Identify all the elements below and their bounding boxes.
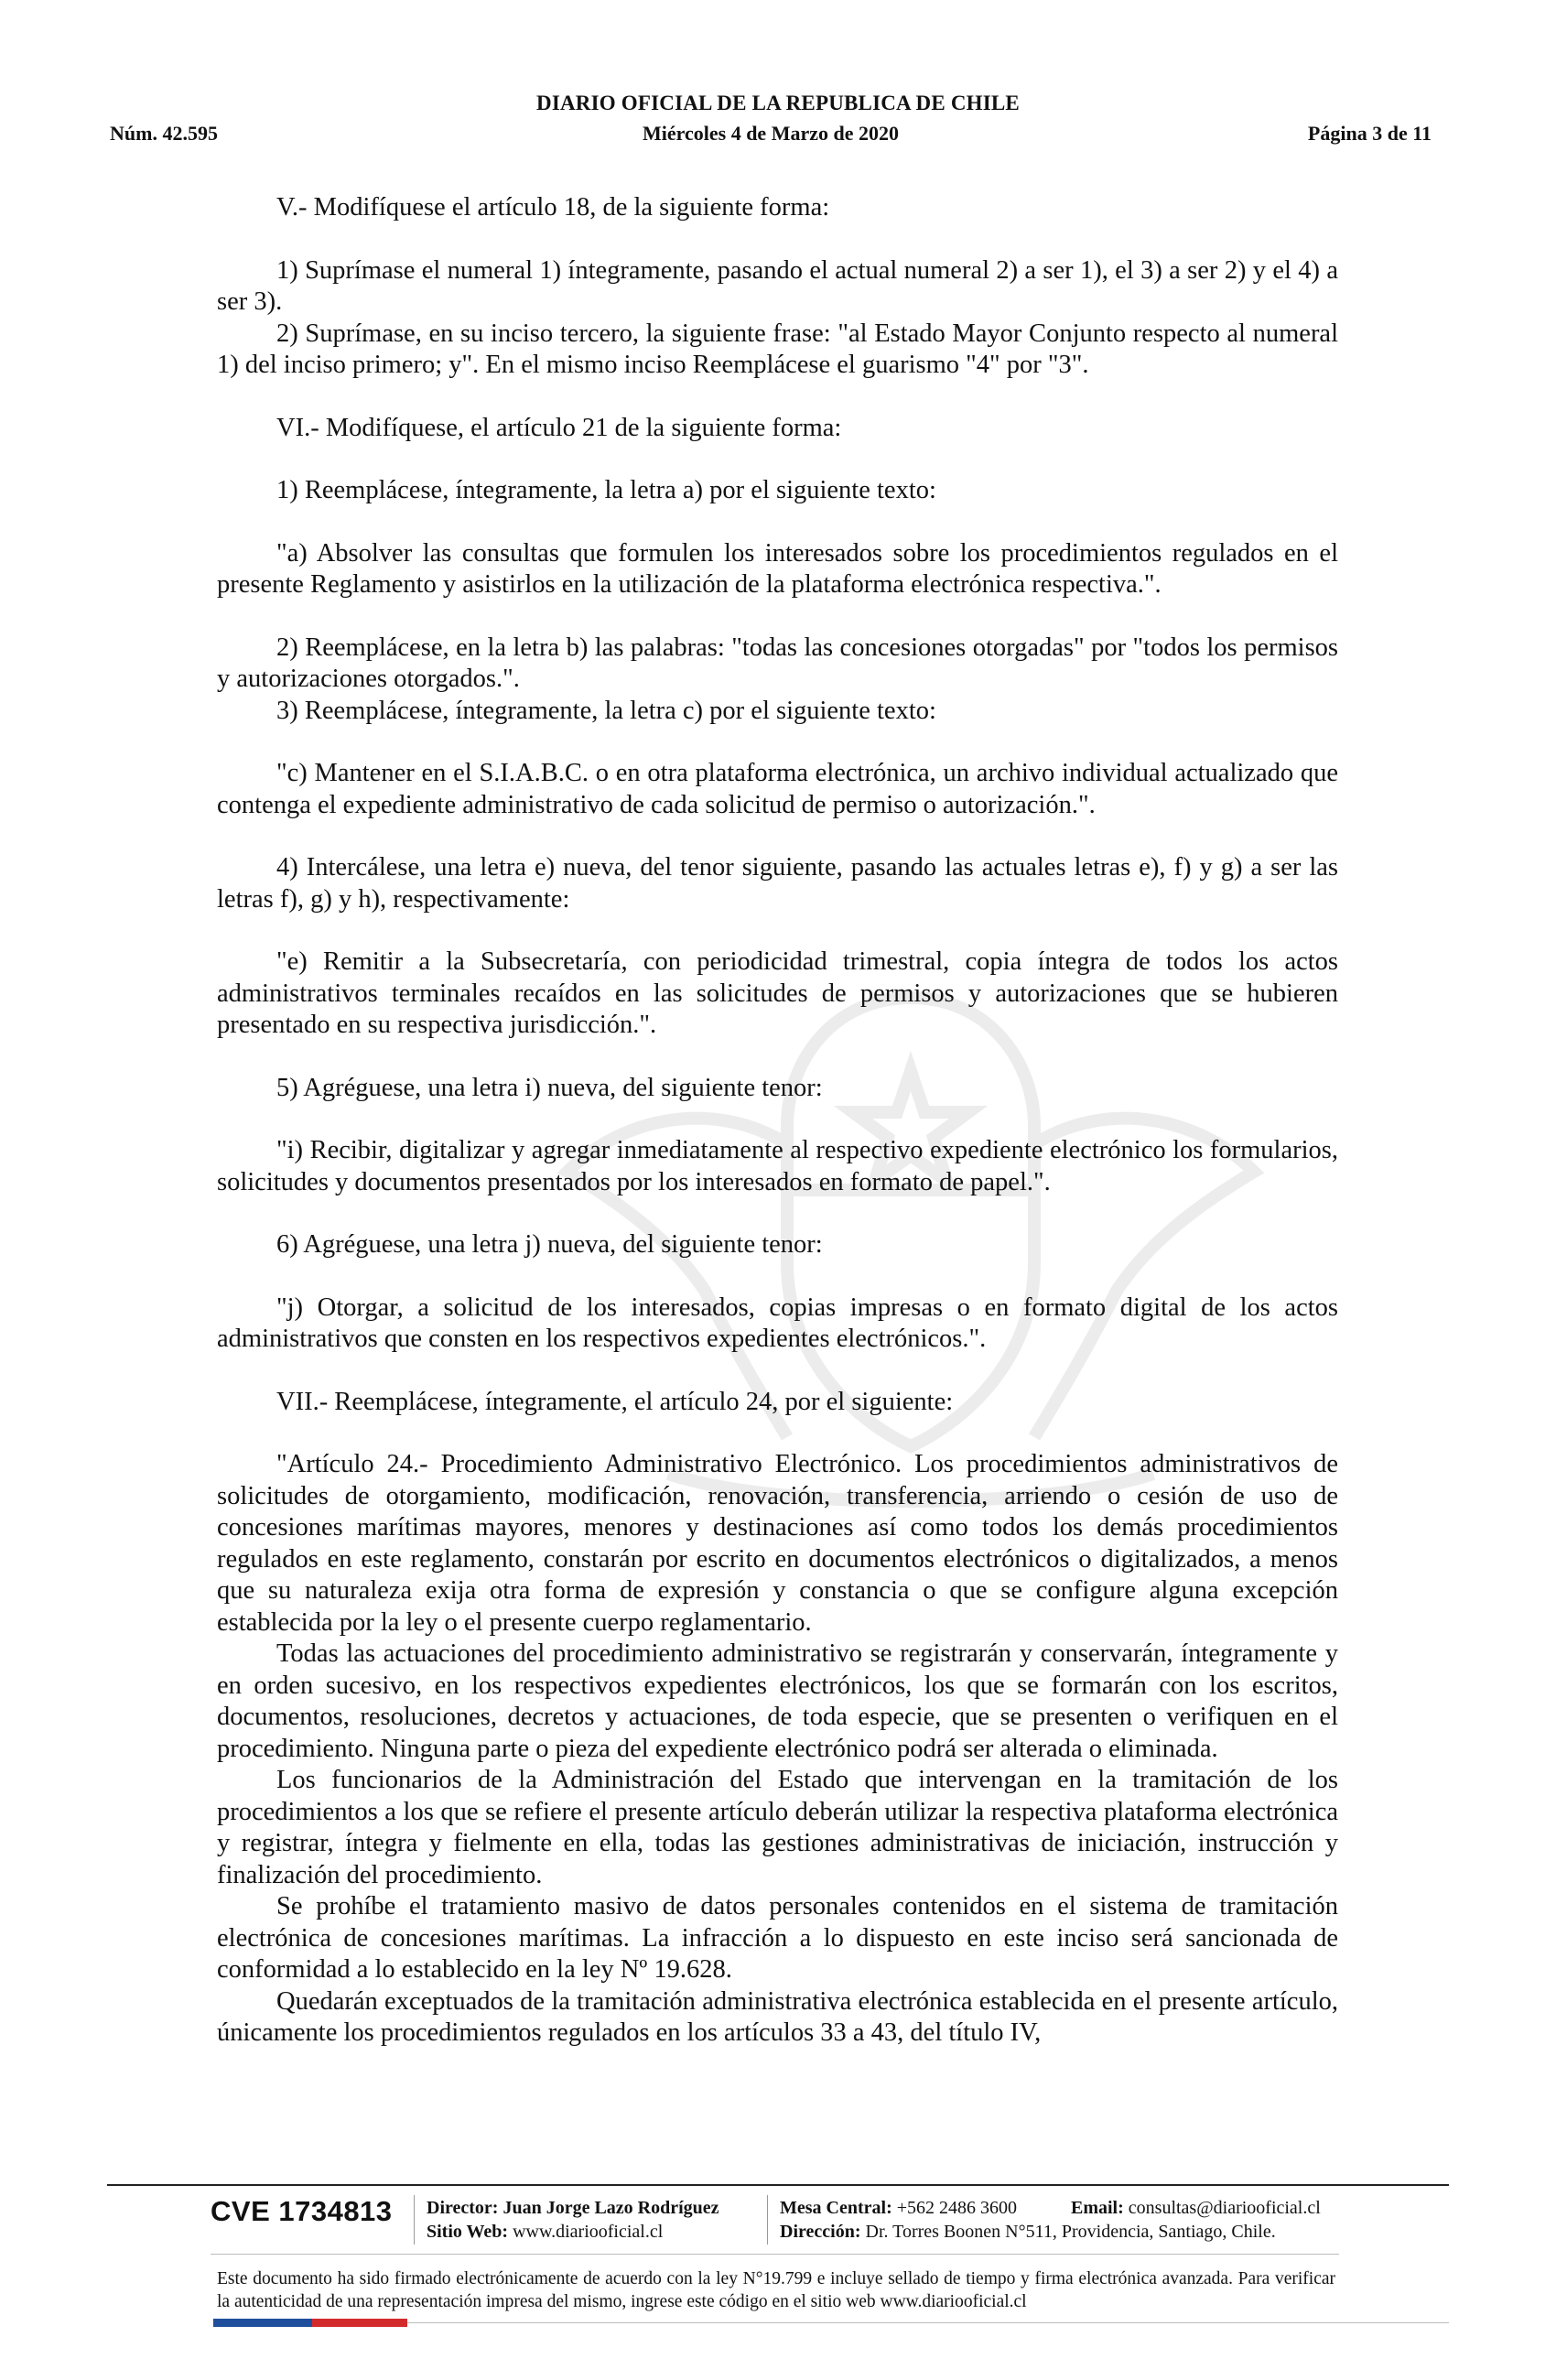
paragraph: "i) Recibir, digitalizar y agregar inmediatamente al respectivo expediente electrónico los formularios, solicitudes y documentos presentados por los interesados en formato de papel.". — [217, 1136, 1338, 1196]
paragraph: 1) Reemplácese, íntegramente, la letra a) por el siguiente texto: — [276, 476, 936, 504]
paragraph: "c) Mantener en el S.I.A.B.C. o en otra plataforma electrónica, un archivo individual actualizado que contenga el expediente administrativo de cada solicitud de permiso o autorización.". — [217, 759, 1338, 819]
phone-label: Mesa Central: — [780, 2198, 892, 2218]
address-value: Dr. Torres Boonen N°511, Providencia, Santiago, Chile. — [865, 2222, 1276, 2242]
issue-date: Miércoles 4 de Marzo de 2020 — [642, 122, 899, 145]
paragraph: "j) Otorgar, a solicitud de los interesados, copias impresas o en formato digital de los actos administrativos que consten en los respectivos expedientes electrónicos.". — [217, 1293, 1338, 1353]
email-label: Email: — [1071, 2198, 1124, 2218]
footer-address — [780, 2220, 1276, 2244]
footer-website — [427, 2220, 663, 2244]
paragraph: 2) Suprímase, en su inciso tercero, la siguiente frase: "al Estado Mayor Conjunto respecto al numeral 1) del inciso primero; y". En el mismo inciso Reemplácese el guarismo "4" por "3". — [217, 319, 1338, 379]
email-link[interactable]: consultas@diariooficial.cl — [1128, 2198, 1321, 2218]
paragraph: 1) Suprímase el numeral 1) íntegramente, pasando el actual numeral 2) a ser 1), el 3) a ser 2) y el 4) a ser 3). — [217, 255, 1338, 316]
paragraph: Quedarán exceptuados de la tramitación administrativa electrónica establecida en el presente artículo, únicamente los procedimientos regulados en los artículos 33 a 43, del título IV, — [217, 1986, 1338, 2047]
page-header — [110, 122, 1432, 149]
paragraph: VI.- Modifíquese, el artículo 21 de la siguiente forma: — [276, 413, 842, 442]
issue-number: Núm. 42.595 — [110, 122, 218, 145]
paragraph: Se prohíbe el tratamiento masivo de datos personales contenidos en el sistema de tramitación electrónica de concesiones marítimas. La infracción a lo dispuesto en este inciso será sancionada de conformidad a lo establecido en la ley Nº 19.628. — [217, 1892, 1338, 1984]
website-label: Sitio Web: — [427, 2222, 509, 2242]
phone-number: +562 2486 3600 — [896, 2198, 1018, 2218]
flag-stripe-blue — [213, 2319, 312, 2327]
paragraph: 4) Intercálese, una letra e) nueva, del tenor siguiente, pasando las actuales letras e), f) y g) a ser las letras f), g) y h), respectivamente: — [217, 853, 1338, 914]
footer-director — [427, 2196, 719, 2220]
footer-divider — [407, 2322, 1449, 2323]
director-label: Director: — [427, 2198, 499, 2218]
footer-divider — [107, 2184, 1449, 2186]
publication-title: DIARIO OFICIAL DE LA REPUBLICA DE CHILE — [536, 92, 1020, 114]
paragraph: 6) Agréguese, una letra j) nueva, del siguiente tenor: — [276, 1230, 823, 1259]
paragraph: V.- Modifíquese el artículo 18, de la siguiente forma: — [276, 193, 830, 222]
footer-divider — [211, 2254, 1339, 2255]
page-indicator: Página 3 de 11 — [1307, 122, 1432, 145]
paragraph: 3) Reemplácese, íntegramente, la letra c) por el siguiente texto: — [276, 696, 936, 725]
document-body — [217, 192, 1338, 2050]
cve-code: CVE 1734813 — [211, 2195, 393, 2227]
footer-separator — [414, 2195, 415, 2245]
signature-notice: Este documento ha sido firmado electrónicamente de acuerdo con la ley N°19.799 e incluye sellado de tiempo y firma electrónica avanzada. Para verificar la autenticidad de una representación impresa del mismo, ingrese este código en el sitio web www.diariooficial.cl — [217, 2269, 1335, 2311]
paragraph: "Artículo 24.- Procedimiento Administrativo Electrónico. Los procedimientos administrativos de solicitudes de otorgamiento, modificación, renovación, transferencia, arriendo o cesión de uso de concesiones marítimas mayores, menores y destinaciones así como todos los demás procedimientos regulados en este reglamento, constarán por escrito en documentos electrónicos o digitalizados, a menos que su naturaleza exija otra forma de expresión y constancia o que se configure alguna excepción establecida por la ley o el presente cuerpo reglamentario. — [217, 1450, 1338, 1637]
paragraph: VII.- Reemplácese, íntegramente, el artículo 24, por el siguiente: — [276, 1387, 954, 1416]
paragraph: Todas las actuaciones del procedimiento administrativo se registrarán y conservarán, íntegramente y en orden sucesivo, en los respectivos expedientes electrónicos, los que se formarán con los escritos, documentos, resoluciones, decretos y actuaciones, de toda especie, que se presenten o verifiquen en el procedimiento. Ninguna parte o pieza del expediente electrónico podrá ser alterada o eliminada. — [217, 1639, 1338, 1763]
website-link[interactable]: www.diariooficial.cl — [513, 2222, 664, 2242]
director-name: Juan Jorge Lazo Rodríguez — [502, 2198, 719, 2218]
paragraph: "e) Remitir a la Subsecretaría, con periodicidad trimestral, copia íntegra de todos los actos administrativos terminales recaídos en las solicitudes de permisos y autorizaciones que se hubieren presentado en su respectiva jurisdicción.". — [217, 947, 1338, 1039]
paragraph: Los funcionarios de la Administración del Estado que intervengan en la tramitación de los procedimientos a los que se refiere el presente artículo deberán utilizar la respectiva plataforma electrónica y registrar, íntegra y fielmente en ella, todas las gestiones administrativas de iniciación, instrucción y finalización del procedimiento. — [217, 1766, 1338, 1889]
paragraph: "a) Absolver las consultas que formulen los interesados sobre los procedimientos regulados en el presente Reglamento y asistirlos en la utilización de la plataforma electrónica respectiva.". — [217, 538, 1338, 599]
paragraph: 2) Reemplácese, en la letra b) las palabras: "todas las concesiones otorgadas" por "todos los permisos y autorizaciones otorgados.". — [217, 633, 1338, 693]
footer-phone — [780, 2196, 1017, 2220]
paragraph: 5) Agréguese, una letra i) nueva, del siguiente tenor: — [276, 1073, 823, 1102]
footer-email — [1071, 2196, 1321, 2220]
footer-separator — [767, 2195, 768, 2245]
flag-stripe-red — [312, 2319, 407, 2327]
address-label: Dirección: — [780, 2222, 861, 2242]
